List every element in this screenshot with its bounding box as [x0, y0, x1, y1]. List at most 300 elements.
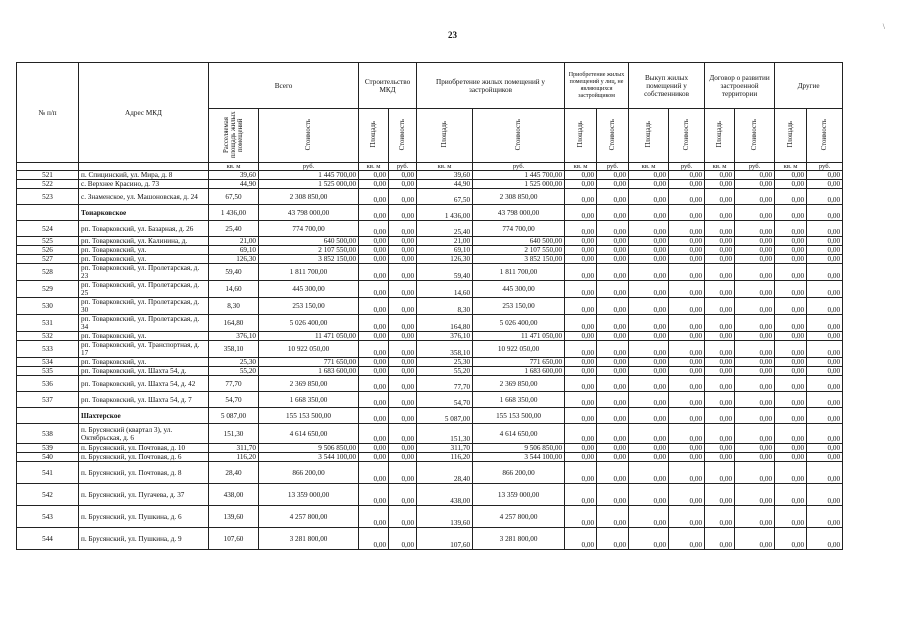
- cell-g-cost: 0,00: [735, 424, 775, 444]
- cell-h-area: 0,00: [775, 221, 807, 237]
- row-number: 534: [17, 358, 79, 367]
- cell-f-cost: 0,00: [669, 392, 705, 408]
- cell-c-area: 0,00: [359, 376, 389, 392]
- row-number: 543: [17, 506, 79, 528]
- cell-g-area: 0,00: [705, 332, 735, 341]
- cell-h-area: 0,00: [775, 453, 807, 462]
- cell-c-area: 0,00: [359, 506, 389, 528]
- cell-g-cost: 0,00: [735, 444, 775, 453]
- cell-g-area: 0,00: [705, 298, 735, 315]
- cell-f-cost: 0,00: [669, 171, 705, 180]
- cell-e-area: 0,00: [565, 180, 597, 189]
- cell-h-area: 0,00: [775, 180, 807, 189]
- cell-f-area: 0,00: [629, 315, 669, 332]
- cell-h-cost: 0,00: [807, 180, 843, 189]
- cell-c-cost: 0,00: [389, 392, 417, 408]
- cell-cost: 10 922 050,00: [259, 341, 359, 358]
- cell-h-cost: 0,00: [807, 171, 843, 180]
- cell-e-area: 0,00: [565, 171, 597, 180]
- cell-c-area: 0,00: [359, 298, 389, 315]
- cell-h-area: 0,00: [775, 171, 807, 180]
- cell-d-area: 151,30: [417, 424, 473, 444]
- cell-e-area: 0,00: [565, 367, 597, 376]
- cell-d-area: 126,30: [417, 255, 473, 264]
- cell-cost: 1 683 600,00: [259, 367, 359, 376]
- row-number: 529: [17, 281, 79, 298]
- cell-e-cost: 0,00: [597, 484, 629, 506]
- table-row: [17, 189, 843, 205]
- cell-g-area: 0,00: [705, 392, 735, 408]
- cell-c-area: 0,00: [359, 189, 389, 205]
- unit-cost: руб.: [807, 163, 843, 171]
- col-address-header: Адрес МКД: [79, 63, 209, 163]
- cell-c-cost: 0,00: [389, 408, 417, 424]
- row-number: 525: [17, 237, 79, 246]
- cell-e-area: 0,00: [565, 528, 597, 550]
- unit-cost: руб.: [735, 163, 775, 171]
- cell-f-area: 0,00: [629, 506, 669, 528]
- cell-c-area: 0,00: [359, 358, 389, 367]
- cell-c-area: 0,00: [359, 484, 389, 506]
- cell-d-cost: 1 668 350,00: [473, 392, 565, 408]
- cell-e-area: 0,00: [565, 255, 597, 264]
- cell-cost: 9 506 850,00: [259, 444, 359, 453]
- cell-d-area: 59,40: [417, 264, 473, 281]
- row-address: рп. Товарковский, ул. Пролетарская, д. 34: [79, 315, 209, 332]
- cell-d-cost: 1 811 700,00: [473, 264, 565, 281]
- sub-cost-header: Стоимость: [473, 109, 565, 163]
- cell-g-cost: 0,00: [735, 264, 775, 281]
- cell-g-area: 0,00: [705, 189, 735, 205]
- cell-h-cost: 0,00: [807, 453, 843, 462]
- cell-g-area: 0,00: [705, 281, 735, 298]
- cell-area: 14,60: [209, 281, 259, 298]
- cell-d-cost: 5 026 400,00: [473, 315, 565, 332]
- cell-f-cost: 0,00: [669, 528, 705, 550]
- row-address: рп. Товарковский, ул.: [79, 332, 209, 341]
- cell-d-cost: 1 525 000,00: [473, 180, 565, 189]
- cell-cost: 1 445 700,00: [259, 171, 359, 180]
- cell-cost: 1 668 350,00: [259, 392, 359, 408]
- cell-e-cost: 0,00: [597, 221, 629, 237]
- row-address: рп. Товарковский, ул. Пролетарская, д. 25: [79, 281, 209, 298]
- table-row: [17, 180, 843, 189]
- cell-c-area: 0,00: [359, 367, 389, 376]
- cell-c-cost: 0,00: [389, 367, 417, 376]
- unit-area: кв. м: [705, 163, 735, 171]
- cell-e-area: 0,00: [565, 453, 597, 462]
- cell-d-area: 438,00: [417, 484, 473, 506]
- row-number: 540: [17, 453, 79, 462]
- cell-h-area: 0,00: [775, 237, 807, 246]
- cell-f-cost: 0,00: [669, 358, 705, 367]
- cell-f-area: 0,00: [629, 453, 669, 462]
- cell-h-cost: 0,00: [807, 444, 843, 453]
- cell-d-cost: 3 281 800,00: [473, 528, 565, 550]
- cell-g-cost: 0,00: [735, 408, 775, 424]
- cell-area: 21,00: [209, 237, 259, 246]
- unit-area: кв. м: [209, 163, 259, 171]
- cell-e-area: 0,00: [565, 237, 597, 246]
- cell-d-cost: 155 153 500,00: [473, 408, 565, 424]
- cell-d-cost: 774 700,00: [473, 221, 565, 237]
- cell-e-area: 0,00: [565, 358, 597, 367]
- cell-h-cost: 0,00: [807, 358, 843, 367]
- unit-area: кв. м: [359, 163, 389, 171]
- row-number: 522: [17, 180, 79, 189]
- cell-g-area: 0,00: [705, 408, 735, 424]
- cell-e-area: 0,00: [565, 462, 597, 484]
- cell-d-cost: 771 650,00: [473, 358, 565, 367]
- cell-f-area: 0,00: [629, 462, 669, 484]
- cell-f-cost: 0,00: [669, 376, 705, 392]
- row-number: 523: [17, 189, 79, 205]
- cell-e-cost: 0,00: [597, 237, 629, 246]
- table-row: [17, 484, 843, 506]
- table-row: [17, 255, 843, 264]
- cell-e-area: 0,00: [565, 298, 597, 315]
- row-number: 544: [17, 528, 79, 550]
- cell-e-area: 0,00: [565, 189, 597, 205]
- cell-h-area: 0,00: [775, 255, 807, 264]
- col-total-header: Всего: [209, 63, 359, 109]
- cell-e-cost: 0,00: [597, 171, 629, 180]
- cell-g-cost: 0,00: [735, 171, 775, 180]
- cell-g-cost: 0,00: [735, 221, 775, 237]
- cell-h-area: 0,00: [775, 484, 807, 506]
- cell-f-cost: 0,00: [669, 255, 705, 264]
- cell-g-area: 0,00: [705, 528, 735, 550]
- unit-cost: руб.: [259, 163, 359, 171]
- cell-d-cost: 253 150,00: [473, 298, 565, 315]
- cell-h-cost: 0,00: [807, 205, 843, 221]
- cell-c-area: 0,00: [359, 392, 389, 408]
- row-number: 537: [17, 392, 79, 408]
- cell-h-area: 0,00: [775, 332, 807, 341]
- cell-cost: 2 308 850,00: [259, 189, 359, 205]
- cell-c-cost: 0,00: [389, 255, 417, 264]
- cell-d-area: 28,40: [417, 462, 473, 484]
- cell-e-cost: 0,00: [597, 189, 629, 205]
- cell-c-area: 0,00: [359, 171, 389, 180]
- cell-e-cost: 0,00: [597, 528, 629, 550]
- row-number: 527: [17, 255, 79, 264]
- cell-c-area: 0,00: [359, 332, 389, 341]
- cell-e-area: 0,00: [565, 392, 597, 408]
- cell-e-area: 0,00: [565, 315, 597, 332]
- cell-c-cost: 0,00: [389, 358, 417, 367]
- cell-e-cost: 0,00: [597, 298, 629, 315]
- cell-g-cost: 0,00: [735, 255, 775, 264]
- cell-c-cost: 0,00: [389, 171, 417, 180]
- cell-c-area: 0,00: [359, 264, 389, 281]
- cell-f-cost: 0,00: [669, 315, 705, 332]
- cell-e-cost: 0,00: [597, 255, 629, 264]
- table-row: [17, 444, 843, 453]
- cell-f-cost: 0,00: [669, 408, 705, 424]
- cell-f-area: 0,00: [629, 281, 669, 298]
- cell-e-cost: 0,00: [597, 180, 629, 189]
- cell-f-area: 0,00: [629, 189, 669, 205]
- cell-cost: 445 300,00: [259, 281, 359, 298]
- cell-d-area: 69,10: [417, 246, 473, 255]
- cell-g-cost: 0,00: [735, 528, 775, 550]
- cell-h-area: 0,00: [775, 367, 807, 376]
- cell-d-area: 21,00: [417, 237, 473, 246]
- cell-c-cost: 0,00: [389, 237, 417, 246]
- unit-cost: руб.: [597, 163, 629, 171]
- cell-area: 44,90: [209, 180, 259, 189]
- row-address: рп. Товарковский, ул. Шахта 54, д. 42: [79, 376, 209, 392]
- cell-c-cost: 0,00: [389, 332, 417, 341]
- cell-area: 107,60: [209, 528, 259, 550]
- row-address: рп. Товарковский, ул. Шахта 54, д. 7: [79, 392, 209, 408]
- table-row: [17, 462, 843, 484]
- cell-c-cost: 0,00: [389, 221, 417, 237]
- cell-f-cost: 0,00: [669, 332, 705, 341]
- cell-g-area: 0,00: [705, 246, 735, 255]
- cell-h-area: 0,00: [775, 462, 807, 484]
- cell-g-cost: 0,00: [735, 315, 775, 332]
- cell-area: 8,30: [209, 298, 259, 315]
- cell-c-cost: 0,00: [389, 462, 417, 484]
- row-number: [17, 205, 79, 221]
- cell-e-cost: 0,00: [597, 358, 629, 367]
- cell-h-cost: 0,00: [807, 484, 843, 506]
- row-number: 521: [17, 171, 79, 180]
- cell-g-cost: 0,00: [735, 453, 775, 462]
- group-name: Шахтерское: [79, 408, 209, 424]
- col-num-header: № п/п: [17, 63, 79, 163]
- cell-g-cost: 0,00: [735, 246, 775, 255]
- cell-h-cost: 0,00: [807, 298, 843, 315]
- col-acq-dev-header: Приобретение жилых помещений у застройщиков: [417, 63, 565, 109]
- cell-d-cost: 3 544 100,00: [473, 453, 565, 462]
- cell-area: 28,40: [209, 462, 259, 484]
- cell-cost: 866 200,00: [259, 462, 359, 484]
- cell-cost: 4 257 800,00: [259, 506, 359, 528]
- cell-e-cost: 0,00: [597, 462, 629, 484]
- unit-area: кв. м: [775, 163, 807, 171]
- cell-g-cost: 0,00: [735, 367, 775, 376]
- cell-f-area: 0,00: [629, 205, 669, 221]
- cell-cost: 155 153 500,00: [259, 408, 359, 424]
- row-address: рп. Товарковский, ул.: [79, 246, 209, 255]
- group-name: Тоиарковское: [79, 205, 209, 221]
- row-address: рп. Товарковский, ул. Пролетарская, д. 23: [79, 264, 209, 281]
- cell-g-area: 0,00: [705, 255, 735, 264]
- cell-cost: 2 107 550,00: [259, 246, 359, 255]
- cell-e-area: 0,00: [565, 484, 597, 506]
- cell-area: 69,10: [209, 246, 259, 255]
- row-address: п. Брусянский, ул. Почтовая, д. 10: [79, 444, 209, 453]
- row-address: рп. Товарковский, ул.: [79, 255, 209, 264]
- sub-cost-header: Стоимость: [389, 109, 417, 163]
- cell-e-cost: 0,00: [597, 341, 629, 358]
- sub-area-header: Площадь: [775, 109, 807, 163]
- row-number: 538: [17, 424, 79, 444]
- cell-area: 39,60: [209, 171, 259, 180]
- cell-e-cost: 0,00: [597, 205, 629, 221]
- cell-e-area: 0,00: [565, 264, 597, 281]
- row-number: 531: [17, 315, 79, 332]
- sub-area-header: Площадь: [565, 109, 597, 163]
- unit-area: кв. м: [417, 163, 473, 171]
- cell-f-area: 0,00: [629, 444, 669, 453]
- unit-cost: руб.: [473, 163, 565, 171]
- cell-c-area: 0,00: [359, 341, 389, 358]
- cell-g-cost: 0,00: [735, 205, 775, 221]
- cell-f-cost: 0,00: [669, 462, 705, 484]
- row-number: 542: [17, 484, 79, 506]
- cell-h-area: 0,00: [775, 528, 807, 550]
- cell-e-cost: 0,00: [597, 367, 629, 376]
- row-address: п. Брусянский, ул. Почтовая, д. 8: [79, 462, 209, 484]
- cell-g-area: 0,00: [705, 237, 735, 246]
- cell-f-cost: 0,00: [669, 221, 705, 237]
- cell-e-area: 0,00: [565, 424, 597, 444]
- cell-f-area: 0,00: [629, 332, 669, 341]
- unit-cost: руб.: [389, 163, 417, 171]
- cell-c-area: 0,00: [359, 424, 389, 444]
- cell-h-cost: 0,00: [807, 424, 843, 444]
- row-number: 535: [17, 367, 79, 376]
- cell-g-cost: 0,00: [735, 462, 775, 484]
- cell-c-area: 0,00: [359, 408, 389, 424]
- cell-cost: 3 544 100,00: [259, 453, 359, 462]
- cell-f-area: 0,00: [629, 376, 669, 392]
- cell-c-cost: 0,00: [389, 453, 417, 462]
- cell-g-area: 0,00: [705, 484, 735, 506]
- cell-c-cost: 0,00: [389, 298, 417, 315]
- table-row: [17, 315, 843, 332]
- row-number: 533: [17, 341, 79, 358]
- cell-h-area: 0,00: [775, 392, 807, 408]
- cell-h-cost: 0,00: [807, 332, 843, 341]
- cell-g-area: 0,00: [705, 205, 735, 221]
- row-address: рп. Товарковский, ул. Транспортная, д. 17: [79, 341, 209, 358]
- cell-f-cost: 0,00: [669, 237, 705, 246]
- cell-h-cost: 0,00: [807, 281, 843, 298]
- cell-h-cost: 0,00: [807, 255, 843, 264]
- cell-h-cost: 0,00: [807, 528, 843, 550]
- cell-d-cost: 866 200,00: [473, 462, 565, 484]
- cell-area: 139,60: [209, 506, 259, 528]
- cell-cost: 253 150,00: [259, 298, 359, 315]
- cell-g-cost: 0,00: [735, 332, 775, 341]
- cell-d-area: 139,60: [417, 506, 473, 528]
- cell-f-area: 0,00: [629, 367, 669, 376]
- cell-f-cost: 0,00: [669, 205, 705, 221]
- cell-g-area: 0,00: [705, 180, 735, 189]
- sub-cost-header: Стоимость: [807, 109, 843, 163]
- sub-cost-header: Стоимость: [597, 109, 629, 163]
- cell-c-cost: 0,00: [389, 506, 417, 528]
- cell-h-cost: 0,00: [807, 506, 843, 528]
- row-address: с. Верхнее Красино, д. 73: [79, 180, 209, 189]
- cell-g-cost: 0,00: [735, 180, 775, 189]
- row-number: 539: [17, 444, 79, 453]
- cell-d-cost: 2 369 850,00: [473, 376, 565, 392]
- table-body: [17, 171, 843, 550]
- cell-h-area: 0,00: [775, 358, 807, 367]
- row-address: п. Брусянский, ул. Пугачева, д. 37: [79, 484, 209, 506]
- table-row: [17, 453, 843, 462]
- cell-f-area: 0,00: [629, 221, 669, 237]
- unit-cost: руб.: [669, 163, 705, 171]
- cell-d-cost: 13 359 000,00: [473, 484, 565, 506]
- cell-f-area: 0,00: [629, 424, 669, 444]
- cell-c-area: 0,00: [359, 237, 389, 246]
- cell-c-cost: 0,00: [389, 444, 417, 453]
- cell-area: 311,70: [209, 444, 259, 453]
- cell-h-area: 0,00: [775, 281, 807, 298]
- sub-area-header: Площадь: [359, 109, 389, 163]
- sub-area-header: Площадь: [629, 109, 669, 163]
- cell-c-area: 0,00: [359, 255, 389, 264]
- cell-e-area: 0,00: [565, 246, 597, 255]
- cell-g-area: 0,00: [705, 315, 735, 332]
- cell-cost: 43 798 000,00: [259, 205, 359, 221]
- cell-c-area: 0,00: [359, 221, 389, 237]
- cell-d-area: 77,70: [417, 376, 473, 392]
- sub-area-header: Площадь: [417, 109, 473, 163]
- cell-e-cost: 0,00: [597, 453, 629, 462]
- cell-c-cost: 0,00: [389, 246, 417, 255]
- row-address: рп. Товарковский, ул.: [79, 358, 209, 367]
- table-row: [17, 376, 843, 392]
- cell-g-cost: 0,00: [735, 281, 775, 298]
- cell-e-area: 0,00: [565, 341, 597, 358]
- cell-d-cost: 4 257 800,00: [473, 506, 565, 528]
- cell-cost: 1 525 000,00: [259, 180, 359, 189]
- cell-e-area: 0,00: [565, 444, 597, 453]
- cell-area: 55,20: [209, 367, 259, 376]
- cell-f-cost: 0,00: [669, 246, 705, 255]
- cell-f-area: 0,00: [629, 246, 669, 255]
- group-row: [17, 205, 843, 221]
- cell-d-cost: 445 300,00: [473, 281, 565, 298]
- cell-d-area: 5 087,00: [417, 408, 473, 424]
- row-number: [17, 408, 79, 424]
- cell-area: 376,10: [209, 332, 259, 341]
- cell-cost: 13 359 000,00: [259, 484, 359, 506]
- cell-cost: 5 026 400,00: [259, 315, 359, 332]
- cell-h-cost: 0,00: [807, 246, 843, 255]
- cell-g-cost: 0,00: [735, 392, 775, 408]
- row-address: рп. Товарковский, ул. Пролетарская, д. 30: [79, 298, 209, 315]
- cell-h-area: 0,00: [775, 315, 807, 332]
- cell-g-area: 0,00: [705, 424, 735, 444]
- cell-e-area: 0,00: [565, 506, 597, 528]
- cell-area: 151,30: [209, 424, 259, 444]
- cell-c-cost: 0,00: [389, 189, 417, 205]
- table-row: [17, 392, 843, 408]
- cell-h-area: 0,00: [775, 205, 807, 221]
- row-number: 526: [17, 246, 79, 255]
- cell-e-area: 0,00: [565, 221, 597, 237]
- cell-h-area: 0,00: [775, 341, 807, 358]
- cell-h-cost: 0,00: [807, 315, 843, 332]
- cell-e-cost: 0,00: [597, 392, 629, 408]
- row-address: п. Брусянский, ул. Пушкина, д. 6: [79, 506, 209, 528]
- cell-f-cost: 0,00: [669, 484, 705, 506]
- sub-area-header: Площадь: [705, 109, 735, 163]
- cell-d-area: 44,90: [417, 180, 473, 189]
- cell-f-cost: 0,00: [669, 444, 705, 453]
- cell-h-cost: 0,00: [807, 367, 843, 376]
- cell-c-cost: 0,00: [389, 424, 417, 444]
